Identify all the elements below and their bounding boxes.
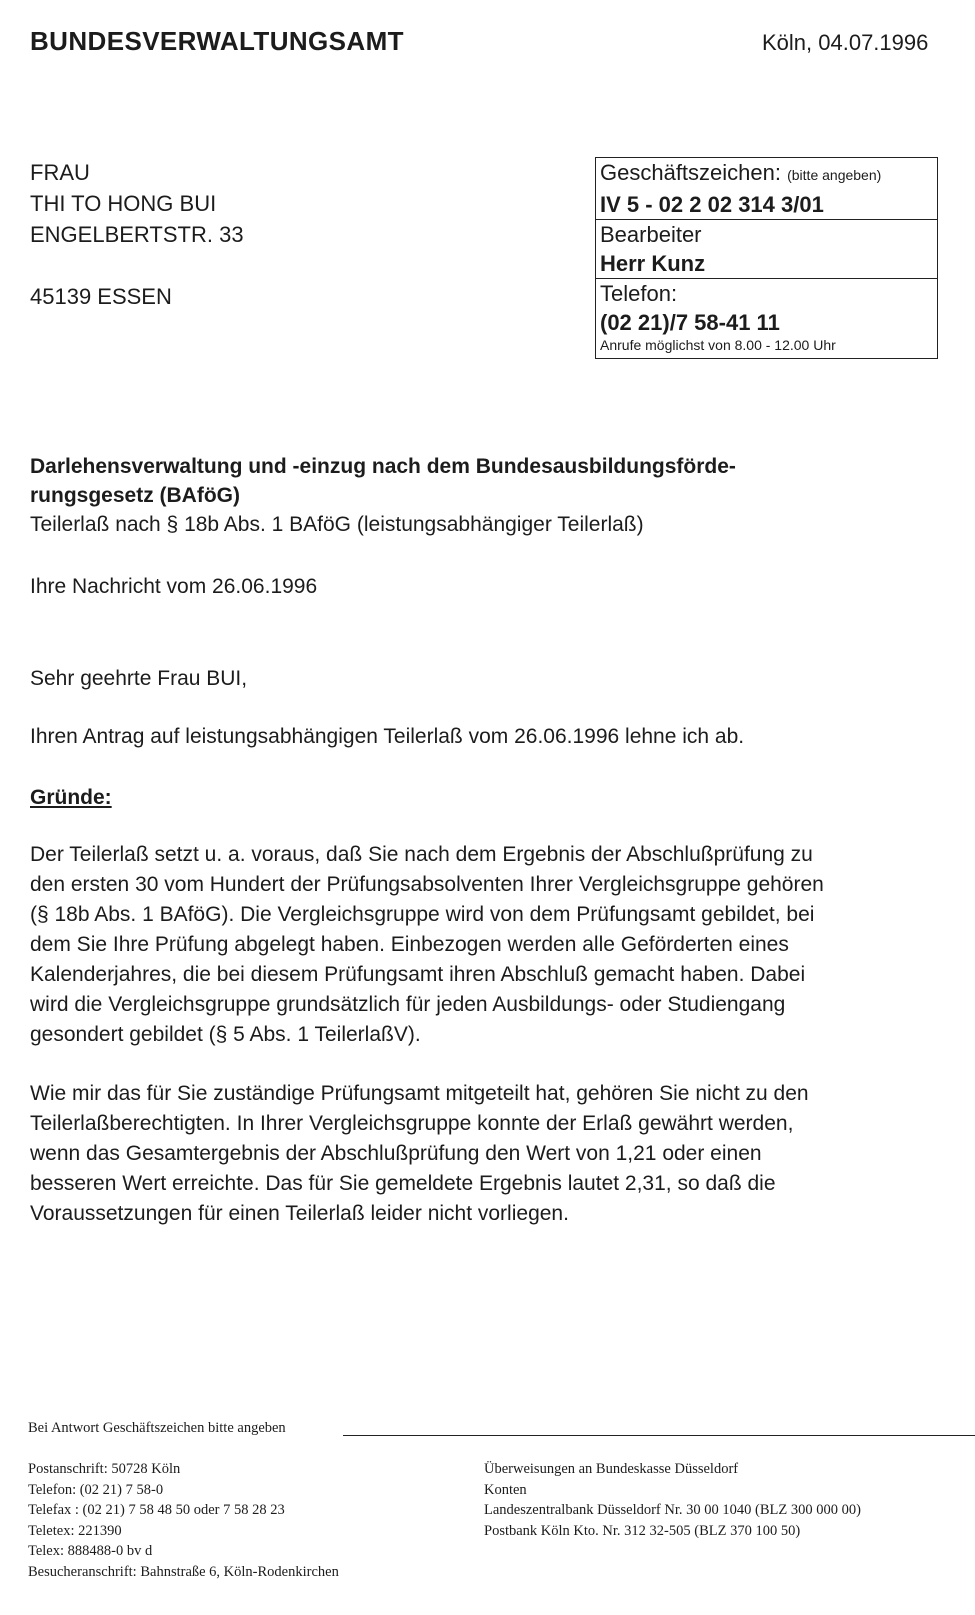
handler-row	[596, 220, 937, 279]
paragraph-line: Kalenderjahres, die bei diesem Prüfungsamt ihren Abschluß gemacht haben. Dabei	[30, 963, 806, 986]
paragraph-line: den ersten 30 vom Hundert der Prüfungsabsolventen Ihrer Vergleichsgruppe gehören	[30, 873, 824, 896]
phone-label: Telefon:	[600, 281, 678, 306]
phone-row	[596, 279, 937, 354]
footer-line: Landeszentralbank Düsseldorf Nr. 30 00 1040 (BLZ 300 000 00)	[484, 1502, 861, 1518]
paragraph-line: Der Teilerlaß setzt u. a. voraus, daß Sie nach dem Ergebnis der Abschlußprüfung zu	[30, 843, 813, 866]
paragraph-line: Wie mir das für Sie zuständige Prüfungsamt mitgeteilt hat, gehören Sie nicht zu den	[30, 1082, 809, 1105]
handler-label: Bearbeiter	[600, 222, 702, 247]
paragraph-line: gesondert gebildet (§ 5 Abs. 1 TeilerlaßV).	[30, 1023, 421, 1046]
footer-line: Telefax : (02 21) 7 58 48 50 oder 7 58 28 23	[28, 1502, 285, 1518]
place-date: Köln, 04.07.1996	[762, 30, 929, 55]
reasons-paragraph-2	[30, 1079, 930, 1229]
footer-divider	[343, 1435, 975, 1436]
footer-line: Teletex: 221390	[28, 1522, 122, 1539]
recipient-line: ENGELBERTSTR. 33	[30, 222, 244, 247]
recipient-city: 45139 ESSEN	[30, 284, 172, 309]
your-message-line: Ihre Nachricht vom 26.06.1996	[30, 575, 318, 598]
footer-line: Konten	[484, 1481, 527, 1498]
subject-subline: Teilerlaß nach § 18b Abs. 1 BAföG (leistungsabhängiger Teilerlaß)	[30, 513, 644, 536]
footer-line: Überweisungen an Bundeskasse Düsseldorf	[484, 1461, 739, 1477]
salutation: Sehr geehrte Frau BUI,	[30, 667, 248, 690]
footer-line: Telex: 888488-0 bv d	[28, 1543, 153, 1559]
footer-line: Postanschrift: 50728 Köln	[28, 1461, 181, 1477]
paragraph-line: (§ 18b Abs. 1 BAföG). Die Vergleichsgruppe wird von dem Prüfungsamt gebildet, bei	[30, 903, 815, 926]
subject-block	[30, 452, 930, 539]
decision-sentence: Ihren Antrag auf leistungsabhängigen Teilerlaß vom 26.06.1996 lehne ich ab.	[30, 725, 745, 748]
recipient-line: FRAU	[30, 160, 90, 185]
paragraph-line: dem Sie Ihre Prüfung abgelegt haben. Einbezogen werden alle Geförderten eines	[30, 933, 789, 956]
reference-hint: (bitte angeben)	[787, 167, 882, 183]
recipient-address	[30, 157, 244, 312]
handler-value: Herr Kunz	[600, 251, 706, 276]
footer-line: Postbank Köln Kto. Nr. 312 32-505 (BLZ 370 100 50)	[484, 1522, 801, 1539]
reference-value: IV 5 - 02 2 02 314 3/01	[600, 192, 824, 217]
reasons-paragraph-1	[30, 840, 930, 1050]
subject-line: rungsgesetz (BAföG)	[30, 484, 240, 507]
reference-label: Geschäftszeichen:	[600, 160, 781, 185]
paragraph-line: Teilerlaßberechtigten. In Ihrer Vergleichsgruppe konnte der Erlaß gewährt werden,	[30, 1112, 794, 1135]
agency-name: BUNDESVERWALTUNGSAMT	[30, 26, 404, 56]
reference-box	[595, 157, 938, 359]
reference-row	[596, 158, 937, 220]
phone-value: (02 21)/7 58-41 11	[600, 310, 780, 335]
paragraph-line: wenn das Gesamtergebnis der Abschlußprüfung den Wert von 1,21 oder einen	[30, 1142, 762, 1165]
footer-left-column	[28, 1459, 339, 1582]
footer-line: Besucheranschrift: Bahnstraße 6, Köln-Rodenkirchen	[28, 1563, 339, 1580]
call-hours-note: Anrufe möglichst von 8.00 - 12.00 Uhr	[600, 337, 836, 353]
reasons-heading: Gründe:	[30, 786, 112, 809]
paragraph-line: Voraussetzungen für einen Teilerlaß leider nicht vorliegen.	[30, 1202, 569, 1225]
footer-reply-note: Bei Antwort Geschäftszeichen bitte angeben	[28, 1420, 286, 1436]
paragraph-line: wird die Vergleichsgruppe grundsätzlich für jeden Ausbildungs- oder Studiengang	[30, 993, 786, 1016]
paragraph-line: besseren Wert erreichte. Das für Sie gemeldete Ergebnis lautet 2,31, so daß die	[30, 1172, 776, 1195]
footer-line: Telefon: (02 21) 7 58-0	[28, 1481, 164, 1498]
footer-right-column	[484, 1459, 861, 1541]
subject-line: Darlehensverwaltung und -einzug nach dem Bundesausbildungsförde-	[30, 455, 736, 478]
recipient-line: THI TO HONG BUI	[30, 191, 217, 216]
